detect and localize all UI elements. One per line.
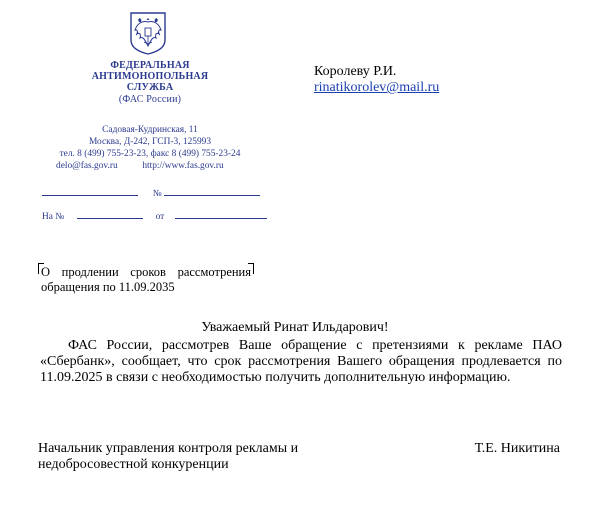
signatory-position [38,441,298,473]
reply-to-number-blank [77,209,143,219]
recipient-block [314,64,439,96]
address-line1: Садовая-Кудринская, 11 [102,125,198,135]
reply-to-label: На № [42,212,65,222]
signatory-position-line2: недобросовестной конкуренции [38,457,229,472]
agency-email[interactable]: delo@fas.gov.ru [56,161,118,171]
agency-name-line2: АНТИМОНОПОЛЬНАЯ [91,71,209,82]
number-blank [164,186,260,196]
agency-website[interactable]: http://www.fas.gov.ru [142,161,224,171]
agency-name [60,60,240,105]
signatory-name: Т.Е. Никитина [474,441,560,456]
recipient-name: Королеву Р.И. [314,64,397,79]
registration-number-row [42,186,260,199]
number-label: № [152,189,162,199]
recipient-email-link[interactable]: rinatikorolev@mail.ru [314,80,440,95]
address-line2: Москва, Д-242, ГСП-3, 125993 [88,137,212,147]
signatory-position-line1: Начальник управления контроля рекламы и [38,441,299,456]
email-website-line [40,160,260,172]
agency-name-line3: СЛУЖБА [126,82,174,93]
agency-contacts [40,124,260,172]
greeting: Уважаемый Ринат Ильдарович! [201,320,389,335]
reply-to-date-blank [175,209,267,219]
agency-short-name: (ФАС России) [118,94,182,105]
from-label: от [155,212,165,222]
date-blank [42,186,138,196]
letter-body: ФАС России, рассмотрев Ваше обращение с претензиями к рекламе ПАО «Сбербанк», сообщает, что срок рассмотрения Вашего обращения продлевается по 11.09.2025 в связи с необходимостью получить дополнительную информацию. [40,338,562,385]
reply-to-row [42,209,267,222]
phone-line: тел. 8 (499) 755-23-23, факс 8 (499) 755-23-24 [59,149,241,159]
agency-name-line1: ФЕДЕРАЛЬНАЯ [110,60,190,71]
russian-double-headed-eagle-icon [128,10,168,56]
letter-subject: О продлении сроков рассмотрения обращения по 11.09.2035 [41,265,251,294]
